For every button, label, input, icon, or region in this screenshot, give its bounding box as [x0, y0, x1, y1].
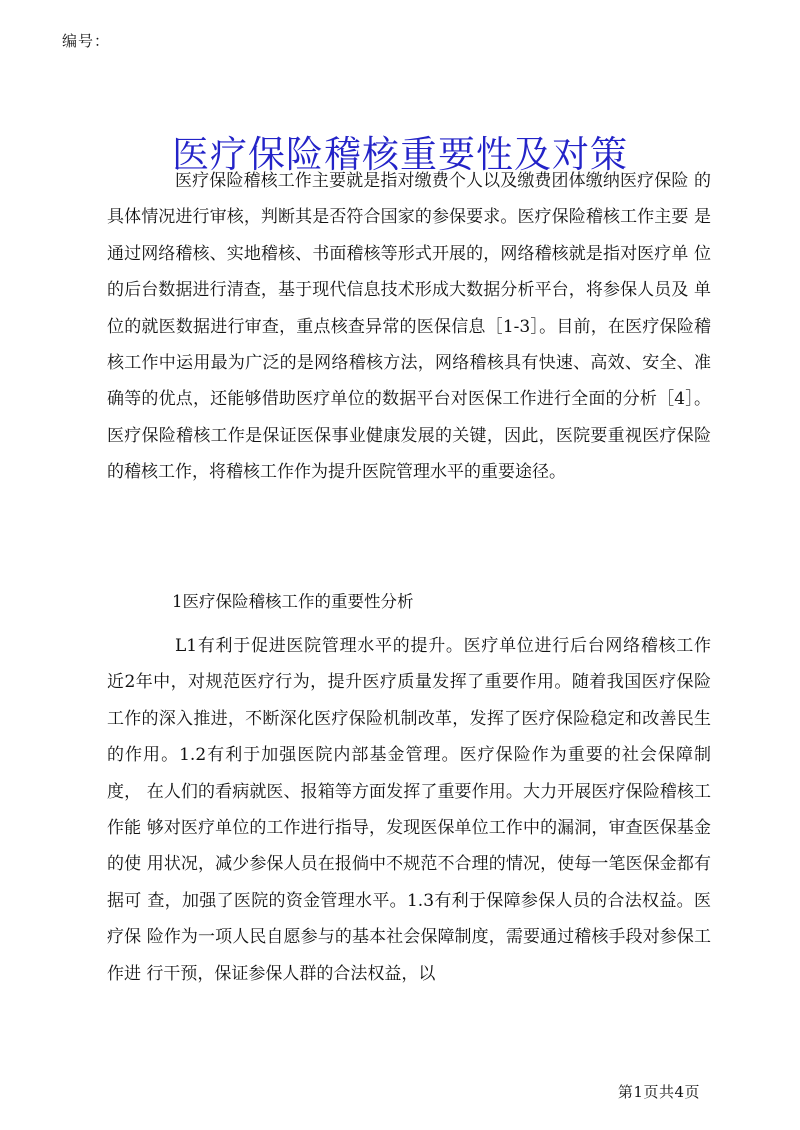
page-indicator: 第1页共4页	[617, 1083, 700, 1101]
document-title: 医疗保险稽核重要性及对策	[172, 133, 628, 176]
section-heading: 1医疗保险稽核工作的重要性分析	[172, 592, 414, 611]
serial-number-label: 编号：	[62, 32, 111, 50]
body-paragraph: L1有利于促进医院管理水平的提升。医疗单位进行后台网络稽核工作 近2年中，对规范医疗行为，提升医疗质量发挥了重要作用。随着我国医疗保险 工作的深入推进，不断深化医疗保险机制改革，发挥了医疗保险稳定和改善民生 的作用。1.2有利于加强医院内部基金管理。医疗保险作为重要的社会保障制度， 在人们的看病就医、报箱等方面发挥了重要作用。大力开展医疗保险稽核工作能 够对医疗单位的工作进行指导，发现医保单位工作中的漏洞，审查医保基金的使 用状况，减少参保人员在报倘中不规范不合理的情况，使每一笔医保金都有据可 查，加强了医院的资金管理水平。1.3有利于保障参保人员的合法权益。医疗保 险作为一项人民自愿参与的基本社会保障制度，需要通过稽核手段对参保工作进 行干预，保证参保人群的合法权益，以	[107, 636, 711, 984]
body-paragraph: 医疗保险稽核工作主要就是指对缴费个人以及缴费团体缴纳医疗保险 的具体情况进行审核，判断其是否符合国家的参保要求。医疗保险稽核工作主要 是通过网络稽核、实地稽核、书面稽核等形式开展的，网络稽核就是指对医疗单 位的后台数据进行清查，基于现代信息技术形成大数据分析平台，将参保人员及 单位的就医数据进行审查，重点核查异常的医保信息［1-3］。目前，在医疗保险稽 核工作中运用最为广泛的是网络稽核方法，网络稽核具有快速、高效、安全、准 确等的优点，还能够借助医疗单位的数据平台对医保工作进行全面的分析［4］。 医疗保险稽核工作是保证医保事业健康发展的关键，因此，医院要重视医疗保险 的稽核工作，将稽核工作作为提升医院管理水平的重要途径。	[107, 171, 711, 483]
